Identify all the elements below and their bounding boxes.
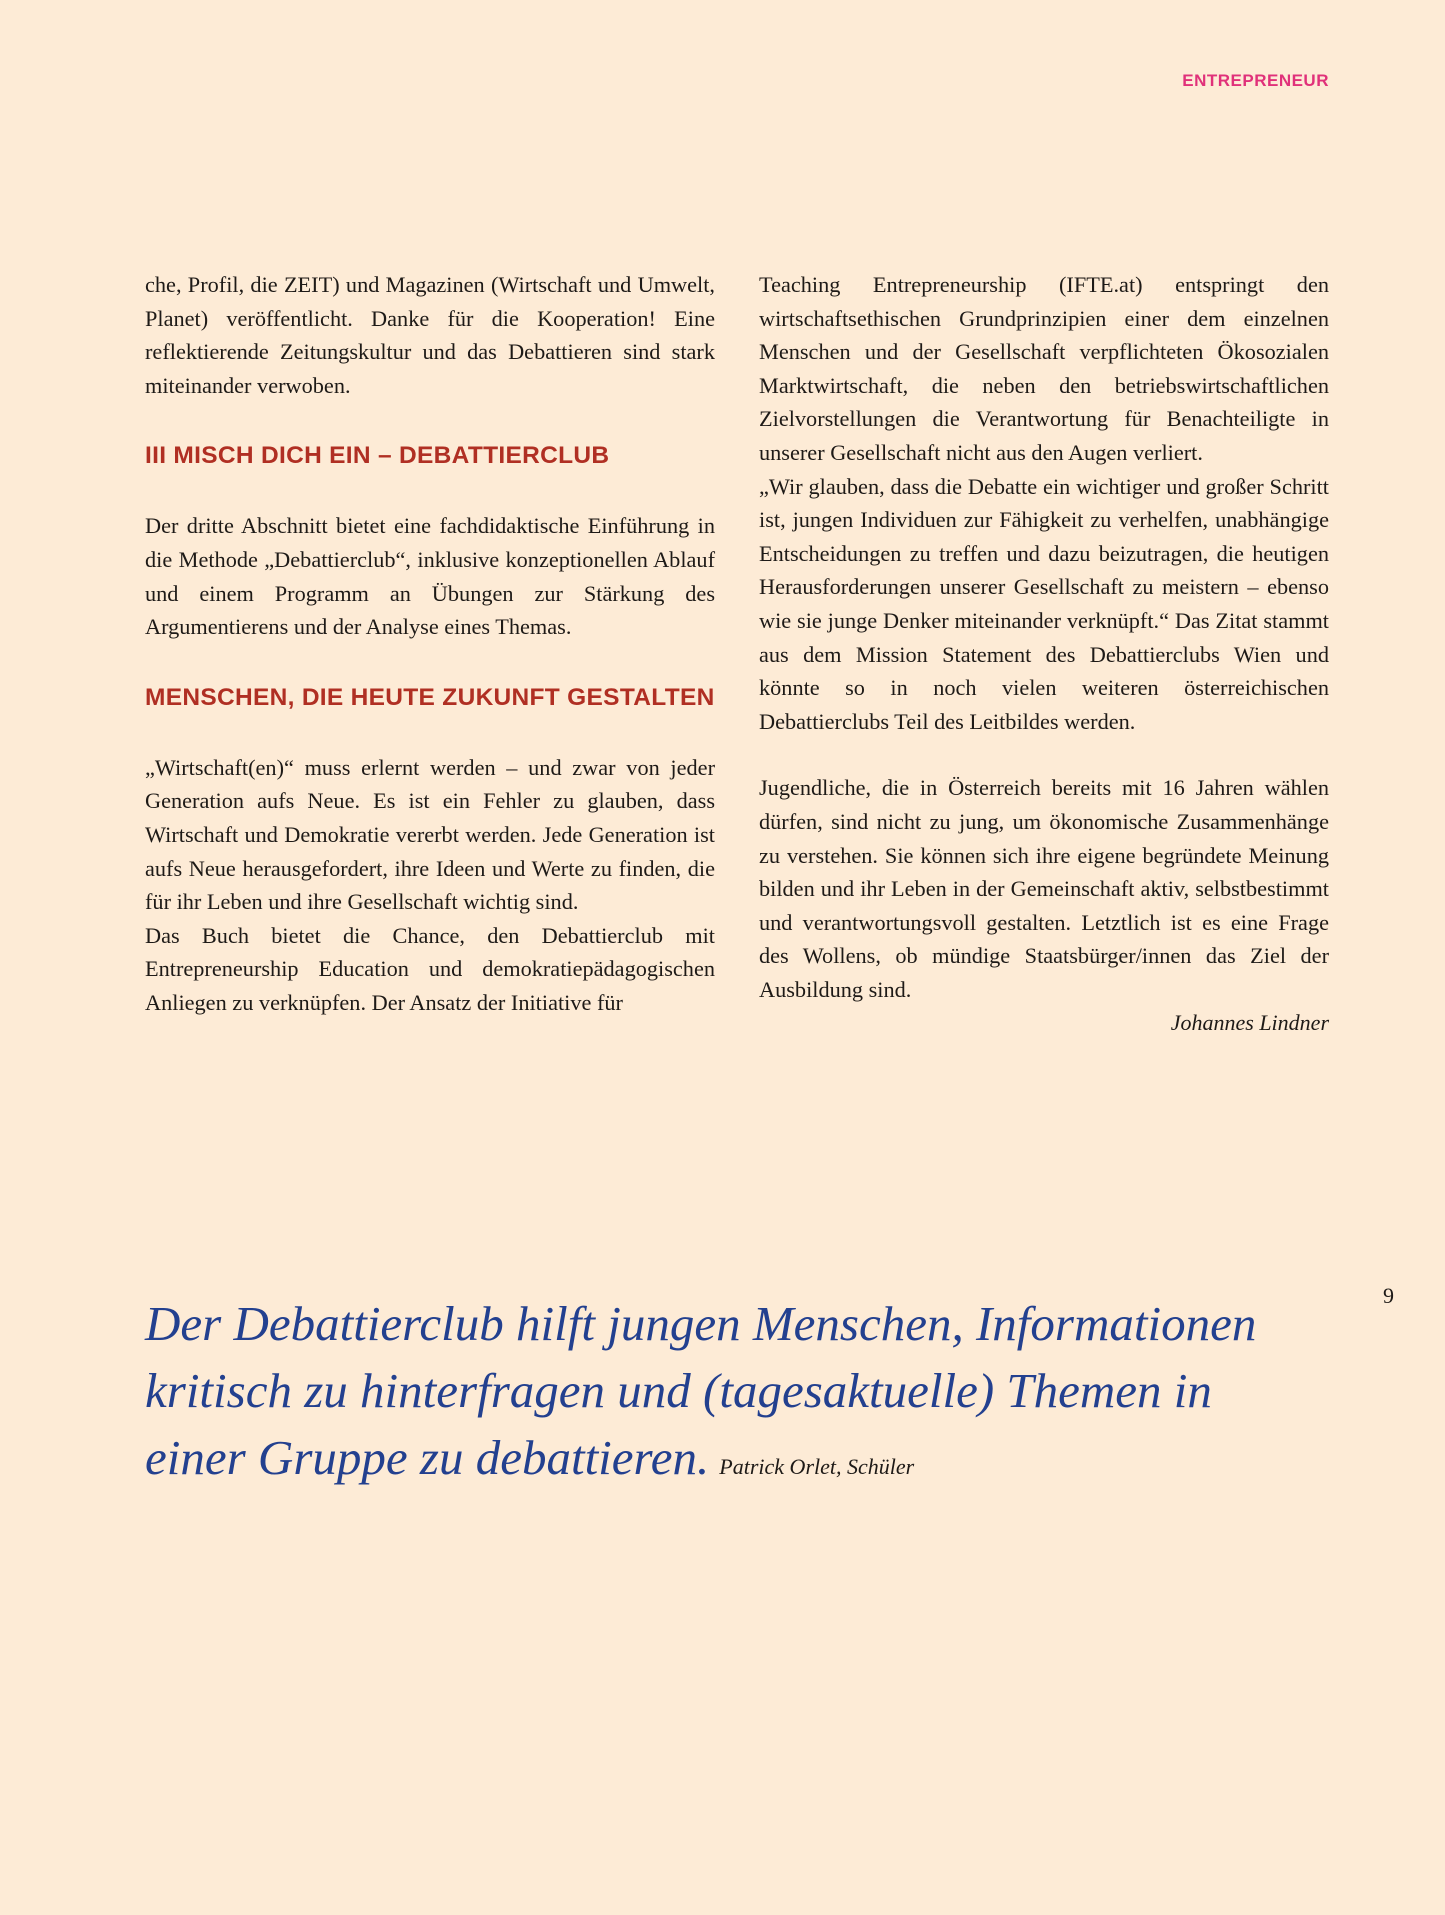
left-column xyxy=(145,268,715,1020)
right-column xyxy=(759,268,1329,1039)
pull-quote-attribution: Patrick Orlet, Schüler xyxy=(719,1454,915,1479)
page-number: 9 xyxy=(1383,1283,1394,1308)
running-head-section: ENTREPRENEUR xyxy=(1182,71,1329,90)
paragraph-intro: che, Profil, die ZEIT) und Magazinen (Wirtschaft und Umwelt, Planet) veröffentlicht. Danke für die Kooperation! Eine reflektierende Zeitungskultur und das Debattieren sind stark miteinander verwoben. xyxy=(145,272,715,398)
section-heading-debattierclub: III MISCH DICH EIN – DEBATTIERCLUB xyxy=(145,442,610,470)
paragraph-jugendliche: Jugendliche, die in Österreich bereits mit 16 Jahren wählen dürfen, sind nicht zu jung, um ökonomische Zusammenhänge zu verstehen. Sie können sich ihre eigene begründete Meinung bilden und ihr Leben in der Gemeinschaft aktiv, selbstbestimmt und verantwortungsvoll gestalten. Letztlich ist es eine Frage des Wollens, ob mündige Staatsbürger/innen das Ziel der Ausbildung sind. xyxy=(759,775,1329,1002)
paragraph-ifte: Teaching Entrepreneurship (IFTE.at) entspringt den wirtschaftsethischen Grundprinzipien einer dem einzelnen Menschen und der Gesellschaft verpflichteten Ökosozialen Marktwirtschaft, die neben den betriebswirtschaftlichen Zielvorstellungen die Verantwortung für Benachteiligte in unserer Gesellschaft nicht aus den Augen verliert. xyxy=(759,272,1329,465)
author-signature: Johannes Lindner xyxy=(1170,1010,1329,1036)
pull-quote xyxy=(145,1290,1295,1500)
section-heading-zukunft: MENSCHEN, DIE HEUTE ZUKUNFT GESTALTEN xyxy=(145,683,715,711)
paragraph-buch: Das Buch bietet die Chance, den Debattierclub mit Entrepreneurship Education und demokratiepädagogischen Anliegen zu verknüpfen. Der Ansatz der Initiative für xyxy=(145,922,715,1015)
pull-quote-text: Der Debattierclub hilft jungen Menschen, Informationen kritisch zu hinterfragen und (tagesaktuelle) Themen in einer Gruppe zu debattieren. xyxy=(145,1296,1257,1485)
paragraph-wirtschaft: „Wirtschaft(en)“ muss erlernt werden – und zwar von jeder Generation aufs Neue. Es ist ein Fehler zu glauben, dass Wirtschaft und Demokratie vererbt werden. Jede Generation ist aufs Neue herausgefordert, ihre Ideen und Werte zu finden, die für ihr Leben und ihre Gesellschaft wichtig sind. xyxy=(145,754,715,915)
paragraph-quote-mission: „Wir glauben, dass die Debatte ein wichtiger und großer Schritt ist, jungen Individuen zur Fähigkeit zu verhelfen, unabhängige Entscheidungen zu treffen und dazu beizutragen, die heutigen Herausforderungen unserer Gesellschaft zu meistern – ebenso wie sie junge Denker miteinander verknüpft.“ Das Zitat stammt aus dem Mission Statement des Debattierclubs Wien und könnte so in noch vielen weiteren österreichischen Debattierclubs Teil des Leitbildes werden. xyxy=(759,473,1329,734)
paragraph-method: Der dritte Abschnitt bietet eine fachdidaktische Einführung in die Methode „Debattierclub“, inklusive konzeptionellen Ablauf und einem Programm an Übungen zur Stärkung des Argumentierens und der Analyse eines Themas. xyxy=(145,513,715,640)
